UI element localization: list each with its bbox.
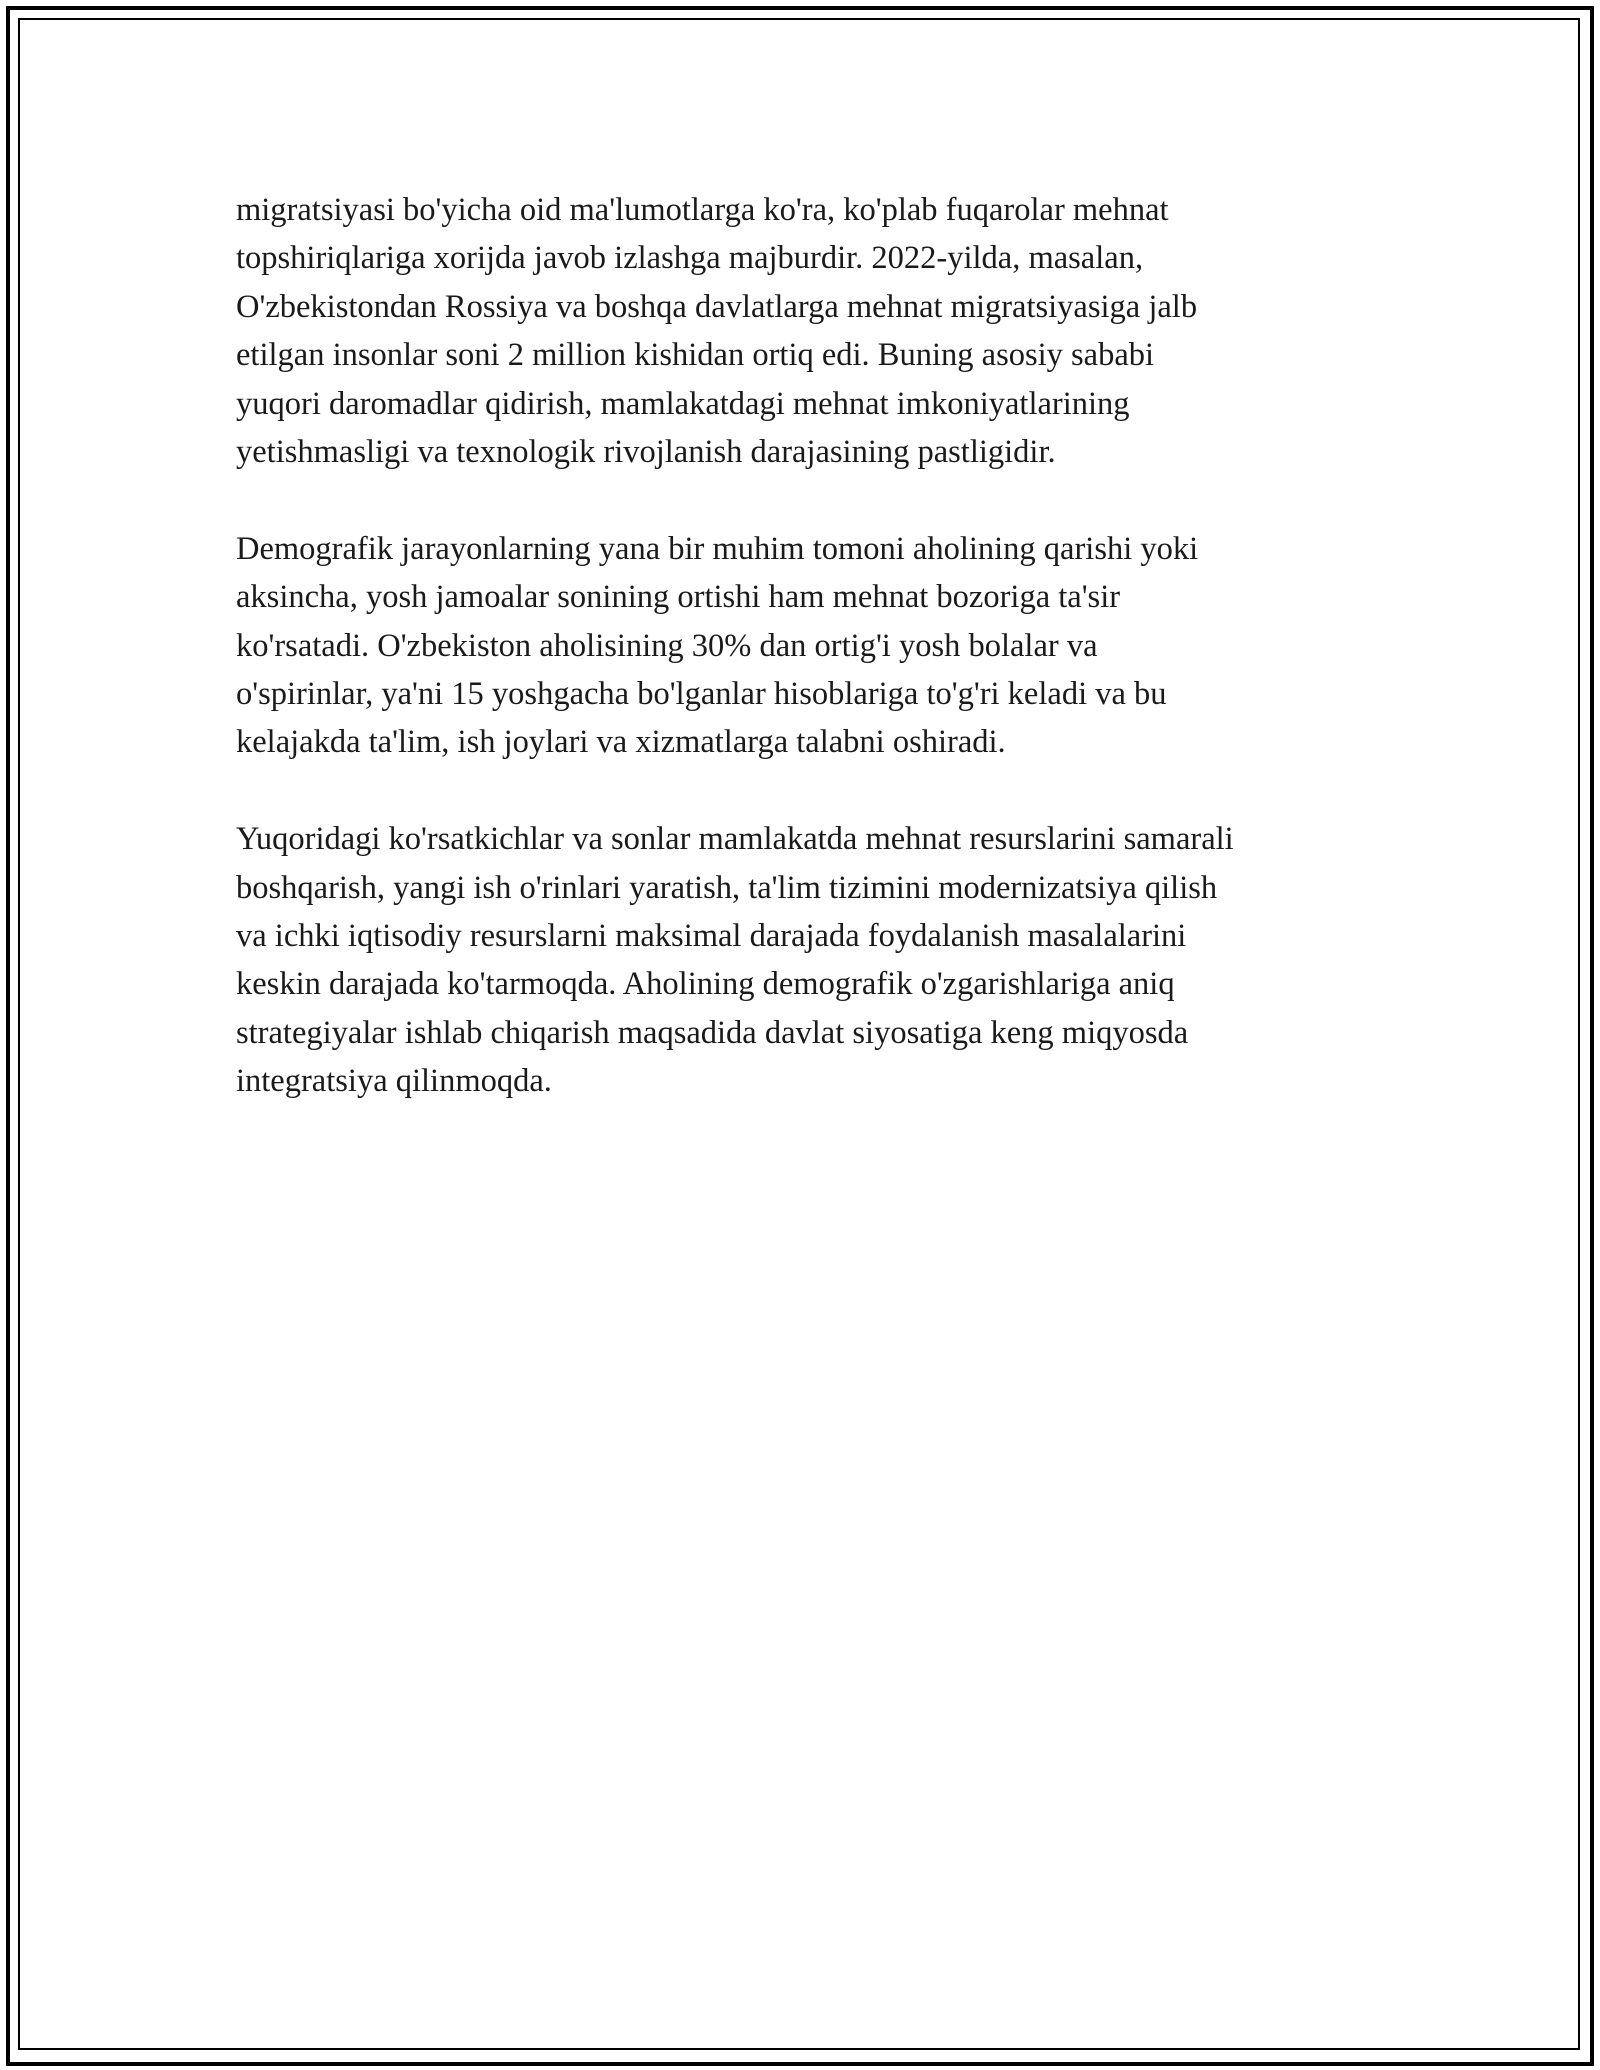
paragraph-1 bbox=[236, 186, 1386, 476]
text-line: strategiyalar ishlab chiqarish maqsadida davlat siyosatiga keng miqyosda bbox=[236, 1014, 1189, 1051]
text-line: o'spirinlar, ya'ni 15 yoshgacha bo'lganlar hisoblariga to'g'ri keladi va bu bbox=[236, 676, 1167, 713]
text-line: yetishmasligi va texnologik rivojlanish darajasining pastligidir. bbox=[236, 434, 1056, 471]
document-body bbox=[236, 186, 1386, 1154]
text-line: Demografik jarayonlarning yana bir muhim tomoni aholining qarishi yoki bbox=[236, 530, 1199, 567]
text-line: O'zbekistondan Rossiya va boshqa davlatlarga mehnat migratsiyasiga jalb bbox=[236, 288, 1198, 325]
text-line: va ichki iqtisodiy resurslarni maksimal darajada foydalanish masalalarini bbox=[236, 918, 1187, 955]
text-line: migratsiyasi bo'yicha oid ma'lumotlarga ko'ra, ko'plab fuqarolar mehnat bbox=[236, 192, 1169, 228]
text-line: ko'rsatadi. O'zbekiston aholisining 30% dan ortig'i yosh bolalar va bbox=[236, 627, 1098, 664]
text-line: kelajakda ta'lim, ish joylari va xizmatlarga talabni oshiradi. bbox=[236, 724, 1006, 761]
text-line: yuqori daromadlar qidirish, mamlakatdagi mehnat imkoniyatlarining bbox=[236, 385, 1130, 422]
text-line: etilgan insonlar soni 2 million kishidan ortiq edi. Buning asosiy sababi bbox=[236, 337, 1155, 374]
paragraph-2 bbox=[236, 525, 1386, 767]
text-line: boshqarish, yangi ish o'rinlari yaratish, ta'lim tizimini modernizatsiya qilish bbox=[236, 869, 1218, 906]
text-line: integratsiya qilinmoqda. bbox=[236, 1063, 552, 1100]
paragraph-3 bbox=[236, 815, 1386, 1105]
text-line: Yuqoridagi ko'rsatkichlar va sonlar mamlakatda mehnat resurslarini samarali bbox=[236, 821, 1234, 858]
text-line: keskin darajada ko'tarmoqda. Aholining demografik o'zgarishlariga aniq bbox=[236, 966, 1175, 1003]
text-line: topshiriqlariga xorijda javob izlashga majburdir. 2022-yilda, masalan, bbox=[236, 240, 1144, 277]
text-line: aksincha, yosh jamoalar sonining ortishi ham mehnat bozoriga ta'sir bbox=[236, 579, 1121, 616]
